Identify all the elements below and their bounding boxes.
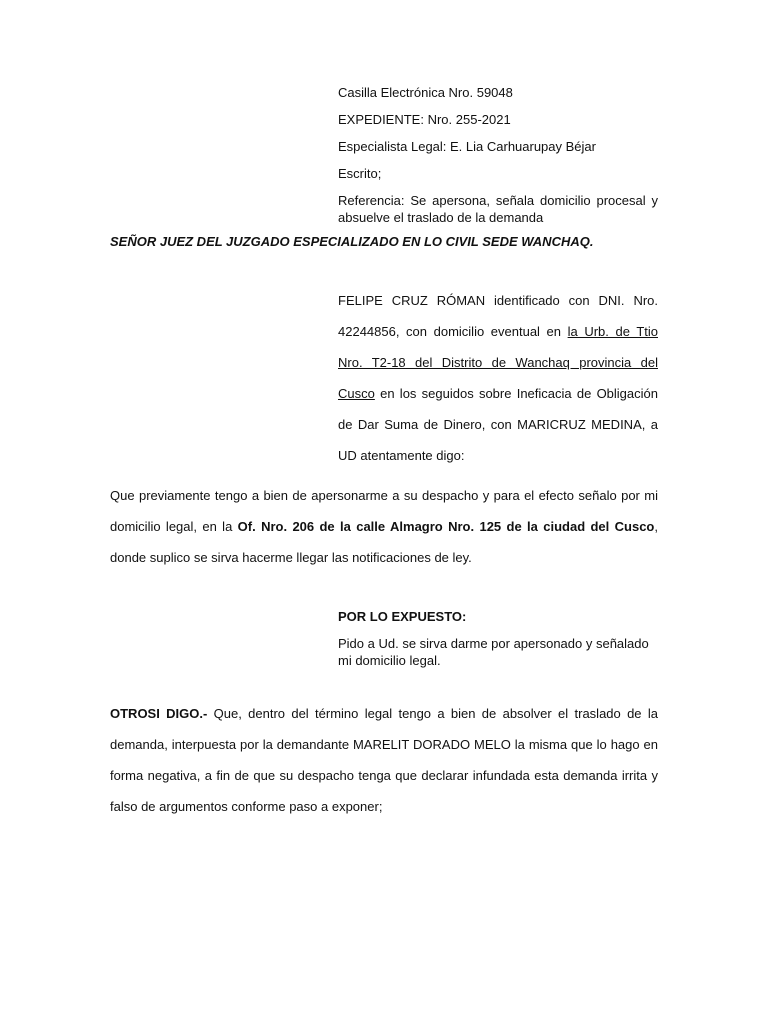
closing-text: Pido a Ud. se sirva darme por apersonado y señalado mi domicilio legal. bbox=[338, 636, 649, 668]
expediente-line: EXPEDIENTE: Nro. 255-2021 bbox=[338, 112, 511, 127]
especialista-line: Especialista Legal: E. Lia Carhuarupay Béjar bbox=[338, 139, 596, 154]
domicile-text-2: , donde suplico se sirva hacerme llegar las notificaciones de ley. bbox=[110, 519, 658, 565]
intro-text-2: en los seguidos sobre Ineficacia de Obligación de Dar Suma de Dinero, con MARICRUZ MEDINA, a UD atentamente digo: bbox=[338, 386, 658, 463]
intro-address: la Urb. de Ttio Nro. T2-18 del Distrito de Wanchaq provincia del Cusco bbox=[338, 324, 658, 401]
otrosi-paragraph bbox=[110, 698, 658, 822]
addressee-heading: SEÑOR JUEZ DEL JUZGADO ESPECIALIZADO EN LO CIVIL SEDE WANCHAQ. bbox=[110, 234, 594, 249]
otrosi-label: OTROSI DIGO.- bbox=[110, 706, 208, 721]
escrito-line: Escrito; bbox=[338, 166, 382, 181]
closing-block bbox=[338, 608, 658, 669]
casilla-line: Casilla Electrónica Nro. 59048 bbox=[338, 85, 513, 100]
domicile-address: Of. Nro. 206 de la calle Almagro Nro. 125 de la ciudad del Cusco bbox=[237, 519, 655, 534]
otrosi-text: Que, dentro del término legal tengo a bien de absolver el traslado de la demanda, interpuesta por la demandante MARELIT DORADO MELO la misma que lo hago en forma negativa, a fin de que su despacho tenga que declarar infundada esta demanda irrita y falso de argumentos conforme paso a exponer; bbox=[110, 706, 658, 814]
intro-text-1: FELIPE CRUZ RÓMAN identificado con DNI. Nro. 42244856, con domicilio eventual en bbox=[338, 293, 658, 339]
domicile-text-1: Que previamente tengo a bien de apersonarme a su despacho y para el efecto señalo por mi domicilio legal, en la bbox=[110, 488, 658, 534]
case-header bbox=[338, 84, 658, 226]
referencia-line: Referencia: Se apersona, señala domicilio procesal y absuelve el traslado de la demanda bbox=[338, 193, 658, 225]
intro-paragraph bbox=[338, 285, 658, 471]
closing-title: POR LO EXPUESTO: bbox=[338, 609, 467, 624]
domicile-paragraph bbox=[110, 480, 658, 573]
